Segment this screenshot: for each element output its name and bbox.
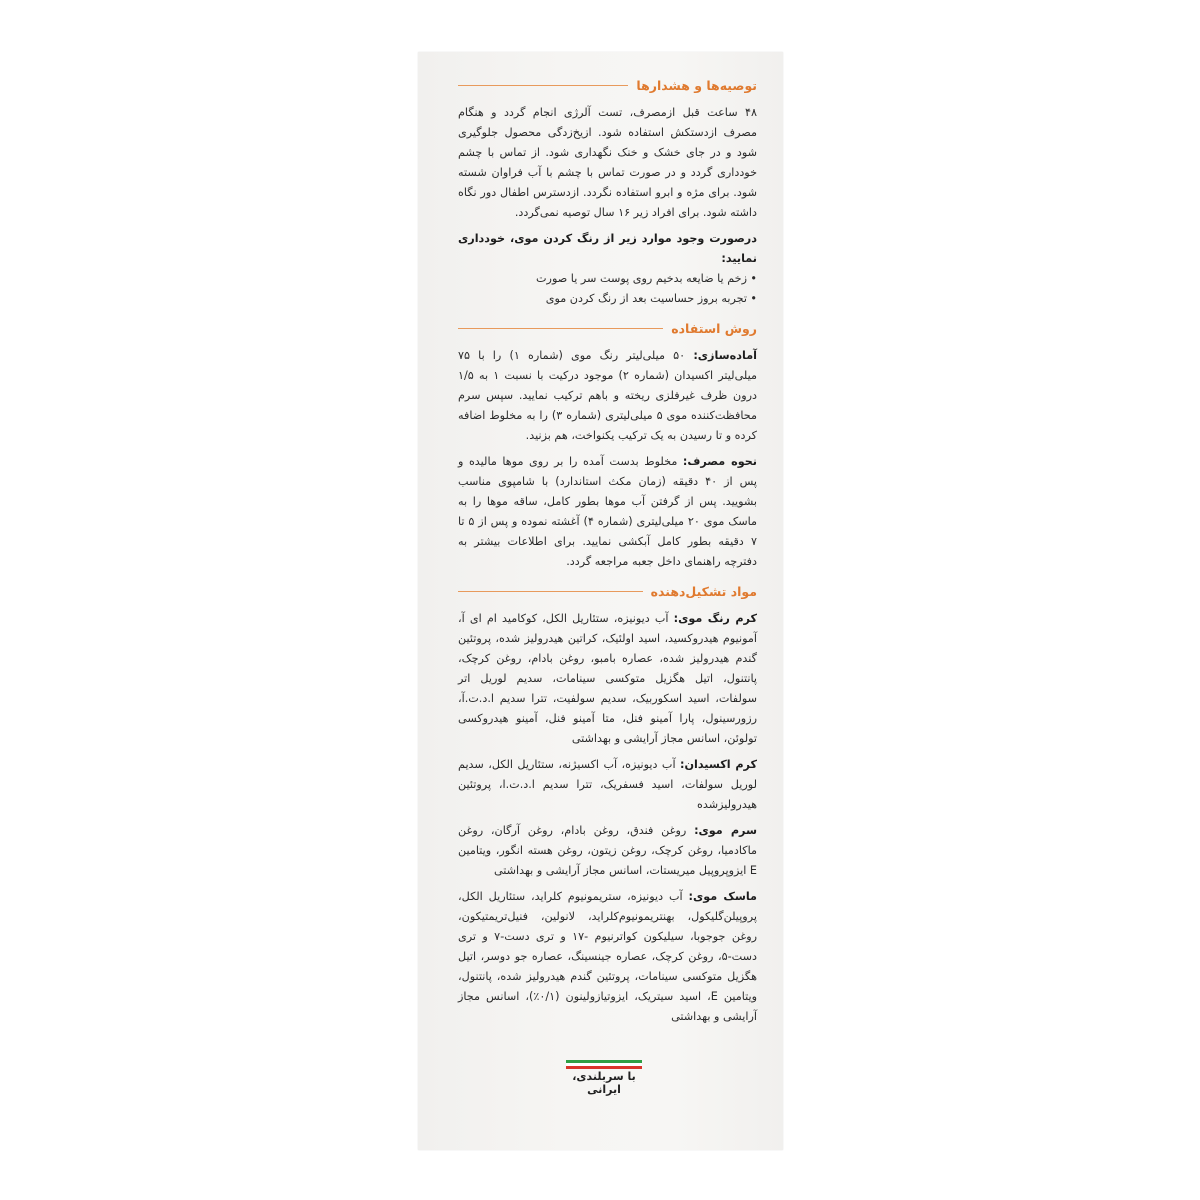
ingredient-text: روغن فندق، روغن بادام، روغن آرگان، روغن ماکادمیا، روغن کرچک، روغن زیتون، روغن هسته انگور، ویتامین E ایزوپروپیل میریستات، اسانس مجاز آرایشی و بهداشتی: [458, 824, 757, 877]
section-header: [458, 321, 757, 336]
section-usage: [458, 321, 757, 572]
ingredient-text: آب دیونیزه، آب اکسیژنه، ستئاریل الکل، سدیم لوریل سولفات، اسید فسفریک، تترا سدیم ا.د.ت.ا، پروتئین هیدرولیزشده: [458, 758, 757, 811]
usage-prep-paragraph: [458, 346, 757, 446]
list-item-text: تجربه بروز حساسیت بعد از رنگ کردن موی: [545, 292, 747, 305]
list-item: [458, 289, 757, 309]
section-divider: [458, 328, 663, 329]
ingredient-label: ماسک موی:: [688, 890, 757, 903]
slogan-text: با سربلندی، ایرانی: [572, 1070, 636, 1096]
section-divider: [458, 591, 643, 592]
warnings-list: [458, 269, 757, 309]
bullet-icon: •: [750, 272, 757, 285]
bullet-icon: •: [750, 292, 757, 305]
section-title: مواد تشکیل‌دهنده: [650, 584, 757, 599]
ingredient-paragraph: [458, 609, 757, 749]
section-title: توصیه‌ها و هشدارها: [636, 78, 757, 93]
product-box-panel: [418, 52, 783, 1150]
panel-content: [458, 78, 757, 1039]
ingredient-paragraph: [458, 887, 757, 1027]
section-header: [458, 78, 757, 93]
section-title: روش استفاده: [671, 321, 757, 336]
section-divider: [458, 85, 628, 86]
ingredient-paragraph: [458, 755, 757, 815]
warnings-text: ۴۸ ساعت قبل ازمصرف، تست آلرژی انجام گردد و هنگام مصرف ازدستکش استفاده شود. ازیخ‌زدگی محصول جلوگیری شود و در جای خشک و خنک نگهداری شود. از تماس با چشم خودداری گردد و در صورت تماس با چشم با آب فراوان شسته شود. برای مژه و ابرو استفاده نگردد. ازدسترس اطفال دور نگاه داشته شود. برای افراد زیر ۱۶ سال توصیه نمی‌گردد.: [458, 106, 757, 219]
ingredient-text: آب دیونیزه، ستریمونیوم کلراید، ستئاریل الکل، پروپیلن‌گلیکول، بهنتریمونیوم‌کلراید، لانولین، فنیل‌تریمتیکون، روغن جوجوبا، سیلیکون کواترنیوم -۱۷ و تری دست-۷ و تری دست-۵، روغن کرچک، عصاره جینسینگ، عصاره جو دوسر، اتیل هگزیل متوکسی سینامات، پروتئین گندم هیدرولیز شده، پانتنول، ویتامین E، اسید سیتریک، ایزوتیازولینون (۰/۱٪)، اسانس مجاز آرایشی و بهداشتی: [458, 890, 758, 1023]
ingredient-text: آب دیونیزه، ستئاریل الکل، کوکامید ام ای آ، آمونیوم هیدروکسید، اسید اولئیک، کراتین هیدرولیز شده، پروتئین گندم هیدرولیز شده، عصاره بامبو، روغن بادام، روغن کرچک، پانتنول، اتیل هگزیل متوکسی سینامات، سدیم لوریل اتر سولفات، اسید اسکوربیک، سدیم سولفیت، تترا سدیم ا.د.ت.آ، رزورسینول، پارا آمینو فنل، متا آمینو فنل، آمینو هیدروکسی تولوئن، اسانس مجاز آرایشی و بهداشتی: [458, 612, 757, 745]
list-item: [458, 269, 757, 289]
iran-flag-icon: [566, 1060, 642, 1069]
list-item-text: زخم یا ضایعه بدخیم روی پوست سر یا صورت: [536, 272, 747, 285]
usage-apply-paragraph: [458, 452, 757, 572]
ingredient-label: سرم موی:: [694, 824, 757, 837]
section-ingredients: [458, 584, 757, 1027]
ingredient-paragraph: [458, 821, 757, 881]
warnings-subhead: درصورت وجود موارد زیر از رنگ کردن موی، خودداری نمایید:: [458, 232, 757, 265]
flag-stripe-red: [566, 1066, 642, 1069]
section-header: [458, 584, 757, 599]
usage-prep-label: آماده‌سازی:: [693, 349, 757, 362]
ingredient-label: کرم رنگ موی:: [673, 612, 757, 625]
usage-prep-text: ۵۰ میلی‌لیتر رنگ موی (شماره ۱) را با ۷۵ میلی‌لیتر اکسیدان (شماره ۲) موجود درکیت با نسبت ۱ به ۱/۵ درون ظرف غیرفلزی ریخته و باهم ترکیب نمایید. سپس سرم محافظت‌کننده موی ۵ میلی‌لیتری (شماره ۳) را به مخلوط اضافه کرده و تا رسیدن به یک ترکیب یکنواخت، هم بزنید.: [458, 349, 757, 442]
section-warnings: [458, 78, 757, 309]
usage-apply-text: مخلوط بدست آمده را بر روی موها مالیده و پس از ۴۰ دقیقه (زمان مکث استاندارد) با شامپوی مناسب بشویید. پس از گرفتن آب موها بطور کامل، ساقه موها را به ماسک موی ۲۰ میلی‌لیتری (شماره ۴) آغشته نموده و پس از ۵ تا ۷ دقیقه بطور کامل آبکشی نمایید. برای اطلاعات بیشتر به دفترچه راهنمای داخل جعبه مراجعه گردد.: [458, 455, 757, 568]
usage-apply-label: نحوه مصرف:: [682, 455, 757, 468]
ingredient-label: کرم اکسیدان:: [679, 758, 757, 771]
